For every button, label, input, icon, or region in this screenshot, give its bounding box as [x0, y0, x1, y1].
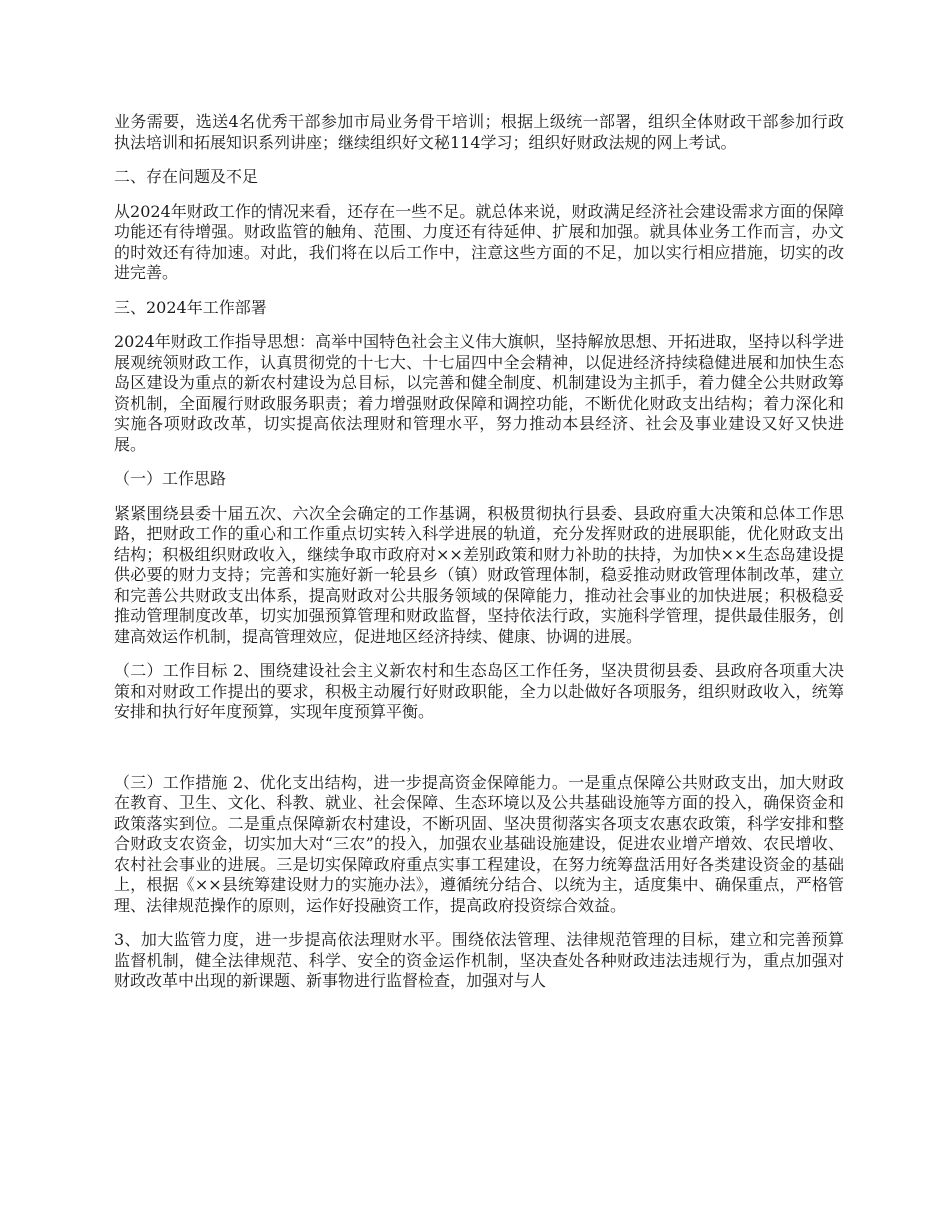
- section-heading-problems: 二、存在问题及不足: [114, 167, 259, 186]
- paragraph-approach: 紧紧围绕县委十届五次、六次全会确定的工作基调，积极贯彻执行县委、县政府重大决策和总体工作思路，把财政工作的重心和工作重点切实转入科学进展的轨道，充分发挥财政的进展职能，优化财政支出结构；积极组织财政收入，继续争取市政府对××差别政策和财力补助的扶持，为加快××生态岛建设提供必要的财力支持；完善和实施好新一轮县乡（镇）财政管理体制，稳妥推动财政管理体制改革，建立和完善公共财政支出体系，提高财政对公共服务领域的保障能力，推动社会事业的加快进展；积极稳妥推动管理制度改革，切实加强预算管理和财政监督，坚持依法行政，实施科学管理，提供最佳服务，创建高效运作机制，提高管理效应，促进地区经济持续、健康、协调的进展。: [114, 503, 844, 646]
- paragraph-measures: （三）工作措施 2、优化支出结构，进一步提高资金保障能力。一是重点保障公共财政支出，加大财政在教育、卫生、文化、科教、就业、社会保障、生态环境以及公共基础设施等方面的投入，确保资金和政策落实到位。二是重点保障新农村建设，不断巩固、坚决贯彻落实各项支农惠农政策，科学安排和整合财政支农资金，切实加大对“三农”的投入，加强农业基础设施建设，促进农业增产增效、农民增收、农村社会事业的进展。三是切实保障政府重点实事工程建设，在努力统筹盘活用好各类建设资金的基础上，根据《××县统筹建设财力的实施办法》，遵循统分结合、以统为主，适度集中、确保重点，严格管理、法律规范操作的原则，运作好投融资工作，提高政府投资综合效益。: [114, 772, 844, 915]
- subsection-heading-approach: （一）工作思路: [114, 469, 227, 488]
- section-heading-deployment: 三、2024年工作部署: [114, 297, 267, 317]
- paragraph-supervision: 3、加大监管力度，进一步提高依法理财水平。围绕依法管理、法律规范管理的目标，建立和完善预算监督机制，健全法律规范、科学、安全的资金运作机制，坚决查处各种财政违法违规行为，重点加强对财政改革中出现的新课题、新事物进行监督检查，加强对与人: [114, 930, 844, 990]
- paragraph-guiding-thought: 2024年财政工作指导思想：高举中国特色社会主义伟大旗帜，坚持解放思想、开拓进取，坚持以科学进展观统领财政工作，认真贯彻党的十七大、十七届四中全会精神，以促进经济持续稳健进展和加快生态岛区建设为重点的新农村建设为总目标，以完善和健全制度、机制建设为主抓手，着力健全公共财政筹资机制，全面履行财政服务职责；着力增强财政保障和调控功能，不断优化财政支出结构；着力深化和实施各项财政改革，切实提高依法理财和管理水平，努力推动本县经济、社会及事业建设又好又快进展。: [114, 332, 844, 454]
- paragraph-training: 业务需要，选送4名优秀干部参加市局业务骨干培训；根据上级统一部署，组织全体财政干部参加行政执法培训和拓展知识系列讲座；继续组织好文秘114学习；组织好财政法规的网上考试。: [114, 112, 844, 152]
- document-body: [114, 112, 844, 1006]
- blank-gap: [114, 737, 844, 773]
- paragraph-goals: （二）工作目标 2、围绕建设社会主义新农村和生态岛区工作任务，坚决贯彻县委、县政府各项重大决策和对财政工作提出的要求，积极主动履行好财政职能，全力以赴做好各项服务，组织财政收入，统筹安排和执行好年度预算，实现年度预算平衡。: [114, 661, 844, 721]
- paragraph-problems: 从2024年财政工作的情况来看，还存在一些不足。就总体来说，财政满足经济社会建设需求方面的保障功能还有待增强。财政监管的触角、范围、力度还有待延伸、扩展和加强。就具体业务工作而言，办文的时效还有待加速。对此，我们将在以后工作中，注意这些方面的不足，加以实行相应措施，切实的改进完善。: [114, 201, 844, 282]
